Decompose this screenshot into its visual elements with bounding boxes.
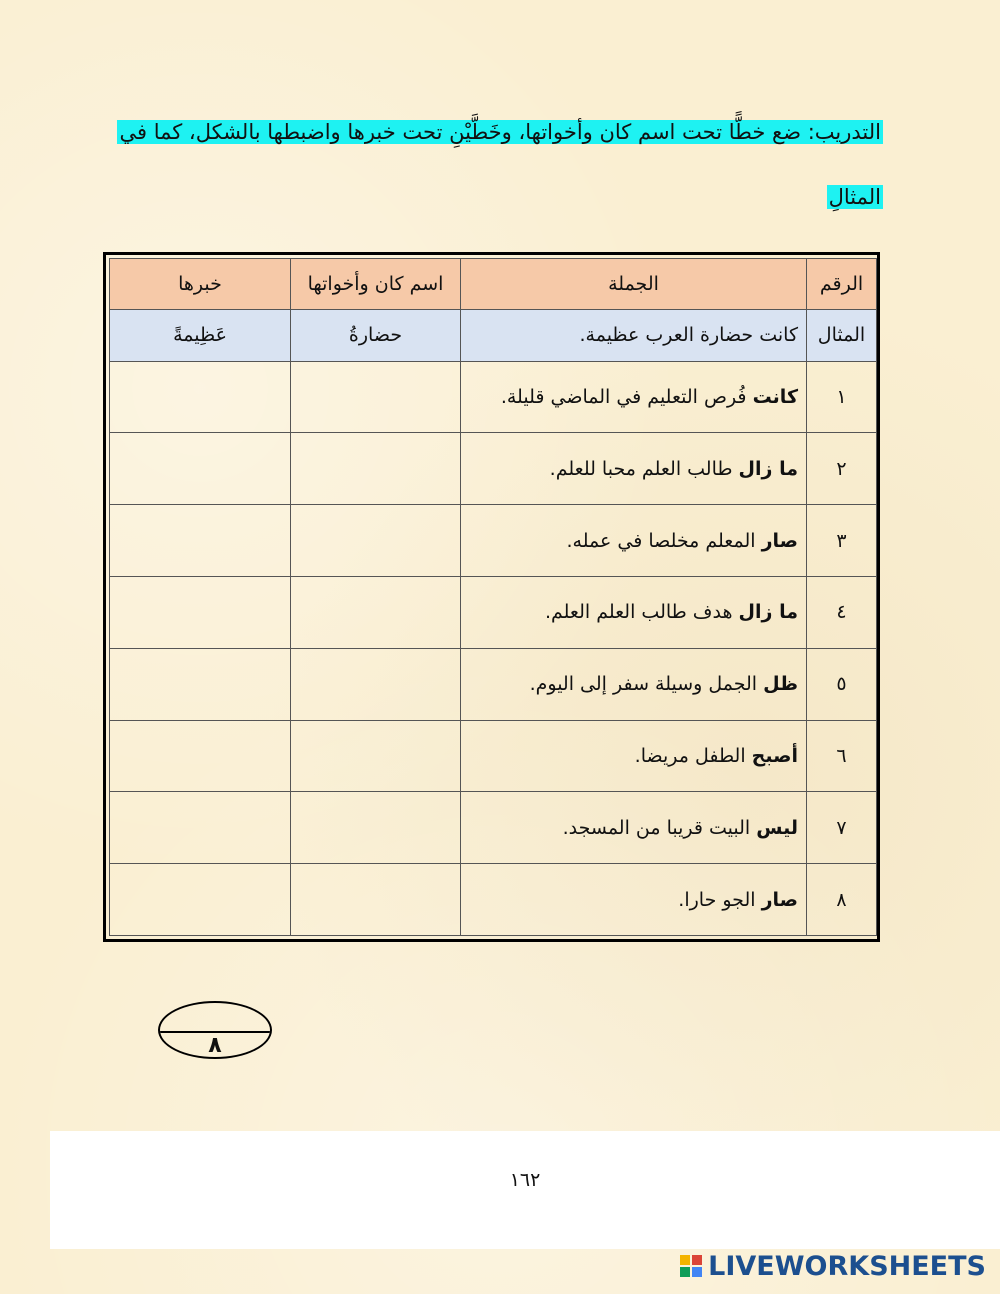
instruction-line-1 [119,117,883,147]
liveworksheets-logo-icon [680,1255,702,1277]
logo-square [680,1267,690,1277]
row-sentence-rest: الطفل مريضا. [634,744,752,767]
instruction-line-2 [827,182,883,212]
row-sentence [461,576,807,648]
table-row [110,648,877,720]
row-verb: ما زال [738,457,798,480]
row-sentence-rest: الجمل وسيلة سفر إلى اليوم. [529,673,764,696]
row-verb: ليس [756,816,798,839]
row-sentence [461,792,807,864]
row-verb: صار [761,888,798,911]
score-value: ٨ [208,1033,222,1058]
table-row [110,792,877,864]
row-verb: أصبح [751,744,798,767]
example-sentence: كانت حضارة العرب عظيمة. [461,310,807,362]
header-predicate: خبرها [110,259,291,310]
table-row [110,433,877,505]
row-verb: ما زال [738,601,798,624]
logo-square [692,1267,702,1277]
exercise-table [109,258,877,936]
answer-predicate-cell[interactable] [110,576,291,648]
row-verb: صار [761,529,798,552]
answer-predicate-cell[interactable] [110,648,291,720]
table-row [110,576,877,648]
answer-kana-noun-cell[interactable] [291,864,461,936]
example-row [110,310,877,362]
row-sentence-rest: فُرص التعليم في الماضي قليلة. [500,385,753,408]
row-sentence [461,361,807,433]
table-row [110,361,877,433]
table-row [110,864,877,936]
row-sentence-rest: المعلم مخلصا في عمله. [566,529,762,552]
example-label: المثال [807,310,877,362]
footer-box [50,1131,1000,1249]
row-number: ٣ [807,505,877,577]
exercise-table-frame [103,252,880,942]
row-number: ٤ [807,576,877,648]
row-number: ٨ [807,864,877,936]
row-sentence [461,433,807,505]
row-number: ٥ [807,648,877,720]
answer-predicate-cell[interactable] [110,433,291,505]
answer-predicate-cell[interactable] [110,720,291,792]
row-number: ٧ [807,792,877,864]
score-oval [158,1001,272,1059]
instruction-text: المثالِ [828,185,881,209]
row-sentence [461,864,807,936]
brand-name: LIVEWORKSHEETS [708,1250,986,1282]
row-sentence-rest: هدف طالب العلم العلم. [544,601,739,624]
row-sentence-rest: الجو حارا. [678,888,762,911]
logo-square [692,1255,702,1265]
answer-predicate-cell[interactable] [110,792,291,864]
answer-predicate-cell[interactable] [110,361,291,433]
row-sentence [461,648,807,720]
row-sentence [461,505,807,577]
row-number: ٦ [807,720,877,792]
row-sentence-rest: البيت قريبا من المسجد. [562,816,757,839]
answer-kana-noun-cell[interactable] [291,361,461,433]
answer-kana-noun-cell[interactable] [291,505,461,577]
brand-watermark [680,1250,986,1282]
answer-predicate-cell[interactable] [110,864,291,936]
instruction-text: التدريب: ضع خطًّا تحت اسم كان وأخواتها، وخَطَّيْنِ تحت خبرها واضبطها بالشكل، كما في [119,120,881,144]
row-verb: كانت [752,385,798,408]
row-number: ١ [807,361,877,433]
row-sentence-rest: طالب العلم محبا للعلم. [549,457,739,480]
example-predicate: عَظِيمةً [110,310,291,362]
answer-kana-noun-cell[interactable] [291,648,461,720]
answer-predicate-cell[interactable] [110,505,291,577]
answer-kana-noun-cell[interactable] [291,576,461,648]
row-number: ٢ [807,433,877,505]
header-kana-noun: اسم كان وأخواتها [291,259,461,310]
row-verb: ظل [763,673,798,696]
page-number: ١٦٢ [509,1169,541,1191]
table-row [110,505,877,577]
header-number: الرقم [807,259,877,310]
row-sentence [461,720,807,792]
answer-kana-noun-cell[interactable] [291,792,461,864]
table-header-row [110,259,877,310]
answer-kana-noun-cell[interactable] [291,433,461,505]
logo-square [680,1255,690,1265]
answer-kana-noun-cell[interactable] [291,720,461,792]
example-kana-noun: حضارةُ [291,310,461,362]
table-row [110,720,877,792]
header-sentence: الجملة [461,259,807,310]
